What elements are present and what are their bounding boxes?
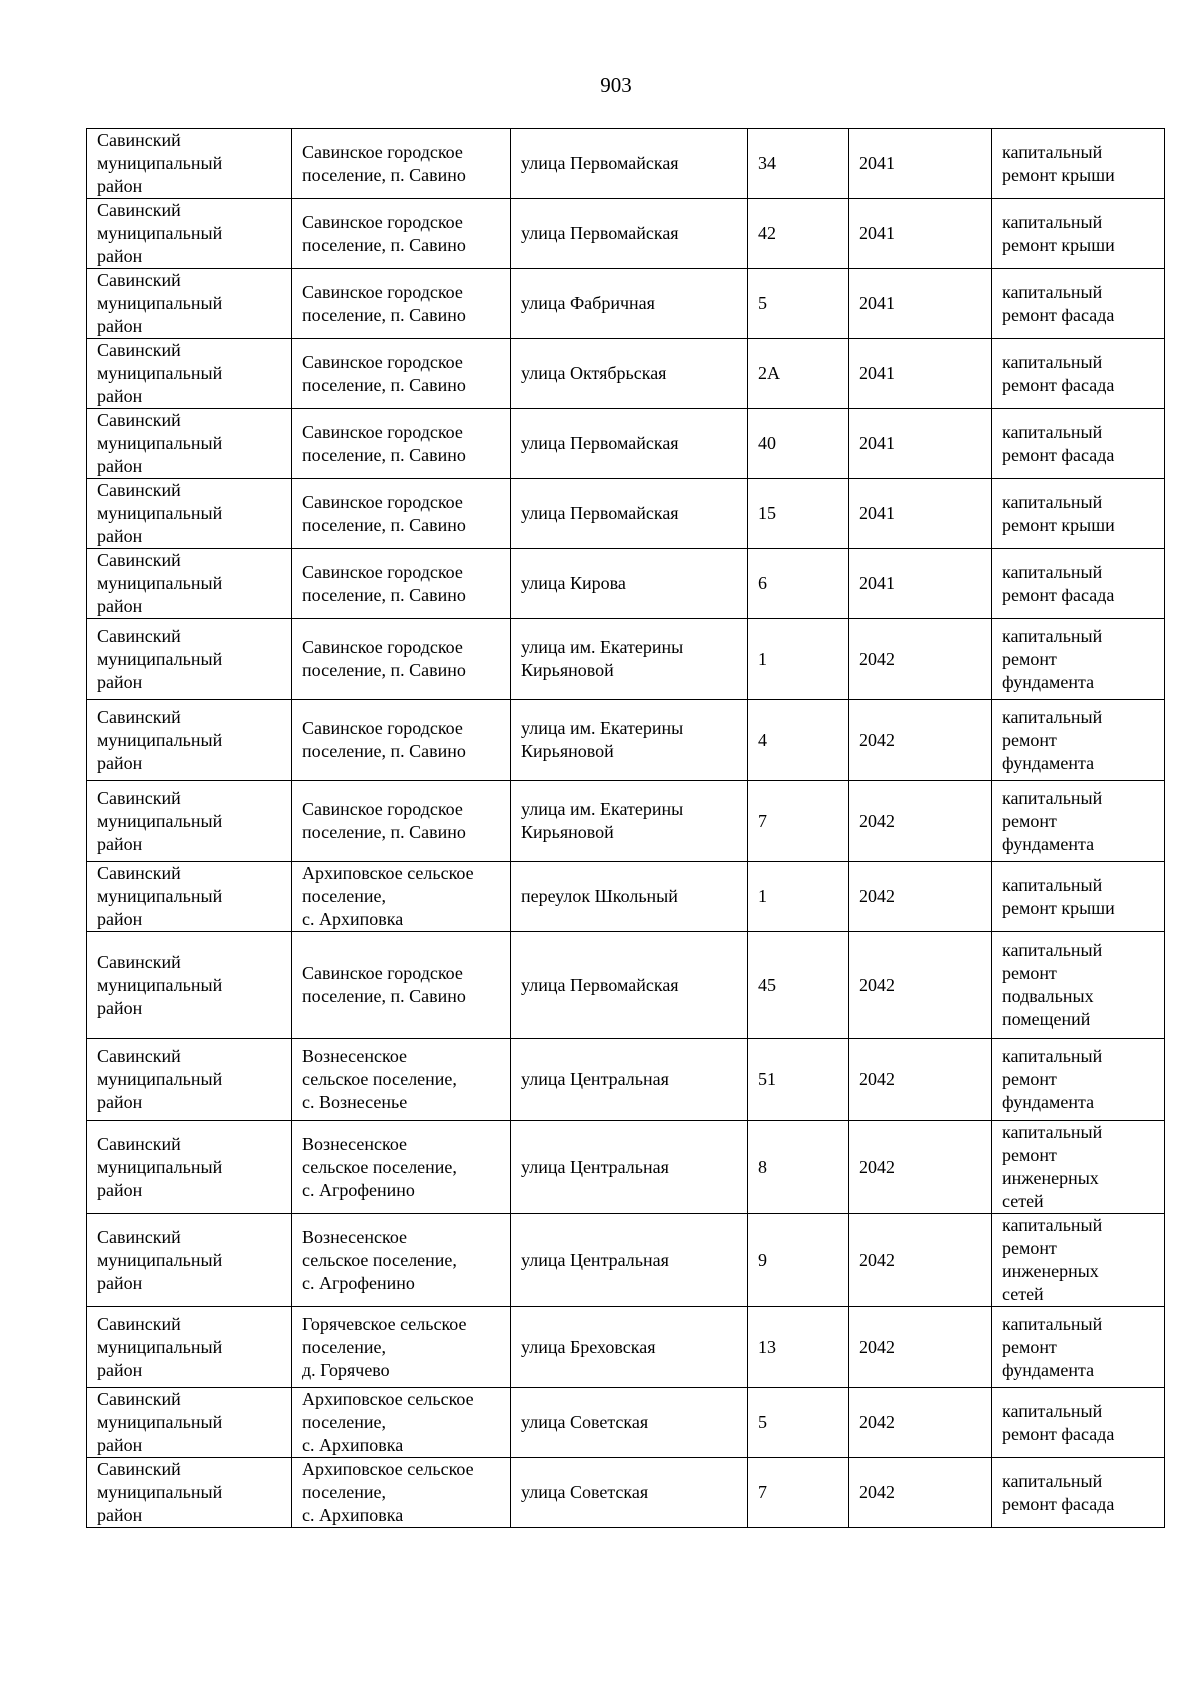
table-row bbox=[87, 1121, 1165, 1214]
street-cell: улица им. Екатерины Кирьяновой bbox=[511, 619, 748, 700]
work-type-cell: капитальный ремонт фундамента bbox=[992, 619, 1165, 700]
settlement-cell: Савинское городское поселение, п. Савино bbox=[292, 619, 511, 700]
street-cell: улица Первомайская bbox=[511, 932, 748, 1039]
street-cell: улица Бреховская bbox=[511, 1307, 748, 1388]
work-type-cell: капитальный ремонт крыши bbox=[992, 862, 1165, 932]
settlement-cell: Савинское городское поселение, п. Савино bbox=[292, 479, 511, 549]
settlement-cell: Савинское городское поселение, п. Савино bbox=[292, 781, 511, 862]
street-cell: улица Центральная bbox=[511, 1214, 748, 1307]
district-cell: Савинский муниципальный район bbox=[87, 619, 292, 700]
table-row bbox=[87, 549, 1165, 619]
year-cell: 2041 bbox=[849, 269, 992, 339]
year-cell: 2041 bbox=[849, 549, 992, 619]
settlement-cell: Архиповское сельское поселение, с. Архиповка bbox=[292, 1458, 511, 1528]
table-row bbox=[87, 479, 1165, 549]
settlement-cell: Савинское городское поселение, п. Савино bbox=[292, 339, 511, 409]
repair-schedule-table bbox=[86, 128, 1165, 1528]
street-cell: улица им. Екатерины Кирьяновой bbox=[511, 781, 748, 862]
house-number-cell: 45 bbox=[748, 932, 849, 1039]
table-row bbox=[87, 619, 1165, 700]
table-row bbox=[87, 1214, 1165, 1307]
year-cell: 2041 bbox=[849, 409, 992, 479]
house-number-cell: 2А bbox=[748, 339, 849, 409]
work-type-cell: капитальный ремонт фасада bbox=[992, 269, 1165, 339]
page-number: 903 bbox=[600, 73, 632, 97]
year-cell: 2041 bbox=[849, 199, 992, 269]
street-cell: улица Центральная bbox=[511, 1121, 748, 1214]
settlement-cell: Архиповское сельское поселение, с. Архиповка bbox=[292, 862, 511, 932]
table-row bbox=[87, 409, 1165, 479]
year-cell: 2042 bbox=[849, 1121, 992, 1214]
district-cell: Савинский муниципальный район bbox=[87, 1121, 292, 1214]
table-row bbox=[87, 700, 1165, 781]
district-cell: Савинский муниципальный район bbox=[87, 862, 292, 932]
house-number-cell: 15 bbox=[748, 479, 849, 549]
settlement-cell: Савинское городское поселение, п. Савино bbox=[292, 199, 511, 269]
year-cell: 2042 bbox=[849, 1388, 992, 1458]
district-cell: Савинский муниципальный район bbox=[87, 409, 292, 479]
house-number-cell: 5 bbox=[748, 1388, 849, 1458]
district-cell: Савинский муниципальный район bbox=[87, 479, 292, 549]
table-row bbox=[87, 781, 1165, 862]
work-type-cell: капитальный ремонт фасада bbox=[992, 1458, 1165, 1528]
district-cell: Савинский муниципальный район bbox=[87, 1039, 292, 1121]
street-cell: улица Центральная bbox=[511, 1039, 748, 1121]
house-number-cell: 34 bbox=[748, 129, 849, 199]
district-cell: Савинский муниципальный район bbox=[87, 781, 292, 862]
work-type-cell: капитальный ремонт фундамента bbox=[992, 781, 1165, 862]
table-row bbox=[87, 1307, 1165, 1388]
street-cell: улица им. Екатерины Кирьяновой bbox=[511, 700, 748, 781]
settlement-cell: Горячевское сельское поселение, д. Горячево bbox=[292, 1307, 511, 1388]
district-cell: Савинский муниципальный район bbox=[87, 129, 292, 199]
street-cell: улица Первомайская bbox=[511, 199, 748, 269]
district-cell: Савинский муниципальный район bbox=[87, 269, 292, 339]
house-number-cell: 4 bbox=[748, 700, 849, 781]
year-cell: 2042 bbox=[849, 1458, 992, 1528]
table-row bbox=[87, 269, 1165, 339]
table-row bbox=[87, 1039, 1165, 1121]
table-body bbox=[87, 129, 1165, 1528]
table-row bbox=[87, 199, 1165, 269]
work-type-cell: капитальный ремонт крыши bbox=[992, 129, 1165, 199]
year-cell: 2042 bbox=[849, 1039, 992, 1121]
year-cell: 2042 bbox=[849, 1307, 992, 1388]
settlement-cell: Вознесенское сельское поселение, с. Агрофенино bbox=[292, 1214, 511, 1307]
house-number-cell: 7 bbox=[748, 781, 849, 862]
street-cell: улица Первомайская bbox=[511, 409, 748, 479]
house-number-cell: 6 bbox=[748, 549, 849, 619]
district-cell: Савинский муниципальный район bbox=[87, 1388, 292, 1458]
table-row bbox=[87, 129, 1165, 199]
settlement-cell: Савинское городское поселение, п. Савино bbox=[292, 700, 511, 781]
house-number-cell: 7 bbox=[748, 1458, 849, 1528]
table-row bbox=[87, 1458, 1165, 1528]
house-number-cell: 40 bbox=[748, 409, 849, 479]
work-type-cell: капитальный ремонт фасада bbox=[992, 409, 1165, 479]
table-row bbox=[87, 1388, 1165, 1458]
work-type-cell: капитальный ремонт инженерных сетей bbox=[992, 1214, 1165, 1307]
table-row bbox=[87, 339, 1165, 409]
district-cell: Савинский муниципальный район bbox=[87, 932, 292, 1039]
street-cell: улица Первомайская bbox=[511, 129, 748, 199]
year-cell: 2042 bbox=[849, 700, 992, 781]
year-cell: 2041 bbox=[849, 479, 992, 549]
street-cell: улица Кирова bbox=[511, 549, 748, 619]
year-cell: 2042 bbox=[849, 1214, 992, 1307]
street-cell: улица Первомайская bbox=[511, 479, 748, 549]
street-cell: улица Советская bbox=[511, 1388, 748, 1458]
year-cell: 2042 bbox=[849, 862, 992, 932]
work-type-cell: капитальный ремонт фундамента bbox=[992, 1307, 1165, 1388]
house-number-cell: 8 bbox=[748, 1121, 849, 1214]
district-cell: Савинский муниципальный район bbox=[87, 1214, 292, 1307]
work-type-cell: капитальный ремонт инженерных сетей bbox=[992, 1121, 1165, 1214]
street-cell: улица Октябрьская bbox=[511, 339, 748, 409]
work-type-cell: капитальный ремонт фасада bbox=[992, 339, 1165, 409]
year-cell: 2041 bbox=[849, 129, 992, 199]
house-number-cell: 9 bbox=[748, 1214, 849, 1307]
work-type-cell: капитальный ремонт подвальных помещений bbox=[992, 932, 1165, 1039]
year-cell: 2041 bbox=[849, 339, 992, 409]
year-cell: 2042 bbox=[849, 619, 992, 700]
work-type-cell: капитальный ремонт фасада bbox=[992, 549, 1165, 619]
work-type-cell: капитальный ремонт фундамента bbox=[992, 1039, 1165, 1121]
district-cell: Савинский муниципальный район bbox=[87, 339, 292, 409]
district-cell: Савинский муниципальный район bbox=[87, 1458, 292, 1528]
settlement-cell: Савинское городское поселение, п. Савино bbox=[292, 409, 511, 479]
settlement-cell: Савинское городское поселение, п. Савино bbox=[292, 129, 511, 199]
house-number-cell: 1 bbox=[748, 619, 849, 700]
work-type-cell: капитальный ремонт фундамента bbox=[992, 700, 1165, 781]
settlement-cell: Савинское городское поселение, п. Савино bbox=[292, 549, 511, 619]
street-cell: улица Советская bbox=[511, 1458, 748, 1528]
year-cell: 2042 bbox=[849, 781, 992, 862]
street-cell: переулок Школьный bbox=[511, 862, 748, 932]
settlement-cell: Савинское городское поселение, п. Савино bbox=[292, 932, 511, 1039]
table-row bbox=[87, 862, 1165, 932]
district-cell: Савинский муниципальный район bbox=[87, 199, 292, 269]
house-number-cell: 1 bbox=[748, 862, 849, 932]
street-cell: улица Фабричная bbox=[511, 269, 748, 339]
table-row bbox=[87, 932, 1165, 1039]
work-type-cell: капитальный ремонт крыши bbox=[992, 479, 1165, 549]
district-cell: Савинский муниципальный район bbox=[87, 700, 292, 781]
district-cell: Савинский муниципальный район bbox=[87, 549, 292, 619]
house-number-cell: 51 bbox=[748, 1039, 849, 1121]
settlement-cell: Вознесенское сельское поселение, с. Агрофенино bbox=[292, 1121, 511, 1214]
settlement-cell: Савинское городское поселение, п. Савино bbox=[292, 269, 511, 339]
settlement-cell: Вознесенское сельское поселение, с. Вознесенье bbox=[292, 1039, 511, 1121]
house-number-cell: 13 bbox=[748, 1307, 849, 1388]
year-cell: 2042 bbox=[849, 932, 992, 1039]
settlement-cell: Архиповское сельское поселение, с. Архиповка bbox=[292, 1388, 511, 1458]
work-type-cell: капитальный ремонт крыши bbox=[992, 199, 1165, 269]
house-number-cell: 5 bbox=[748, 269, 849, 339]
house-number-cell: 42 bbox=[748, 199, 849, 269]
work-type-cell: капитальный ремонт фасада bbox=[992, 1388, 1165, 1458]
district-cell: Савинский муниципальный район bbox=[87, 1307, 292, 1388]
